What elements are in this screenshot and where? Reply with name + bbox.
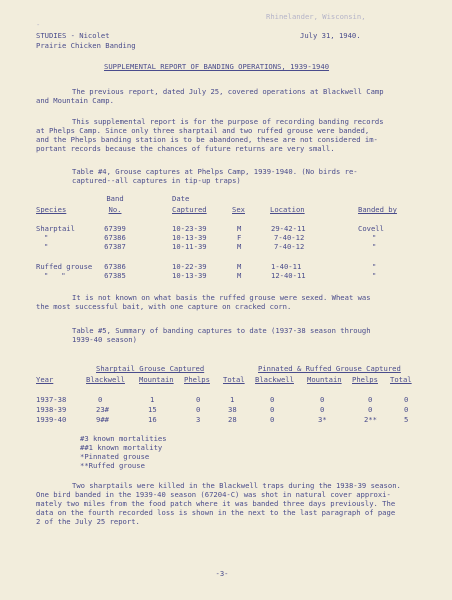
table5-sharptail-phelps: 0 bbox=[196, 395, 201, 404]
closing-line-1: Two sharptails were killed in the Blackwell traps during the 1938-39 season. bbox=[72, 481, 401, 490]
table5-group-sharptail: Sharptail Grouse Captured bbox=[96, 364, 205, 373]
header-date: July 31, 1940. bbox=[300, 31, 361, 40]
table5-pinnated-phelps: 2** bbox=[364, 415, 377, 424]
table4-sex: M bbox=[237, 262, 242, 271]
table4-species: " bbox=[44, 242, 49, 251]
table4-date: 10-13-39 bbox=[172, 233, 207, 242]
table4-species: Sharptail bbox=[36, 224, 75, 233]
table5-sharptail-blackwell: 23# bbox=[96, 405, 109, 414]
table5-sharptail-total: 38 bbox=[228, 405, 237, 414]
table4-location: 12-40-11 bbox=[271, 271, 306, 280]
table5-sharptail-mountain: 1 bbox=[150, 395, 155, 404]
table5-sharptail-blackwell: 9## bbox=[96, 415, 109, 424]
table4-header-sex: Sex bbox=[232, 205, 245, 214]
table5-pinnated-mountain: 3* bbox=[318, 415, 327, 424]
table4-banded-by: Covell bbox=[358, 224, 384, 233]
header-studies: STUDIES - Nicolet bbox=[36, 31, 110, 40]
table5-pinnated-mountain: 0 bbox=[320, 395, 325, 404]
table5-pinnated-total: 0 bbox=[404, 405, 409, 414]
sexing-note-line-2: the most successful bait, with one capture on cracked corn. bbox=[36, 302, 292, 311]
table4-location: 1-40-11 bbox=[271, 262, 302, 271]
table4-species: Ruffed grouse bbox=[36, 262, 93, 271]
closing-line-4: data on the fourth recorded loss is shown in the next to the last paragraph of page bbox=[36, 508, 396, 517]
table5-header-phelps: Phelps bbox=[184, 375, 210, 384]
table4-header-band-no: No. bbox=[108, 205, 122, 214]
table5-sharptail-phelps: 0 bbox=[196, 405, 201, 414]
table4-band: 67387 bbox=[104, 242, 126, 251]
table5-header-phelps-2: Phelps bbox=[352, 375, 378, 384]
table5-pinnated-mountain: 0 bbox=[320, 405, 325, 414]
table5-footnote-1: #3 known mortalities bbox=[80, 434, 167, 443]
table4-header-captured: Captured bbox=[172, 205, 207, 214]
table4-header-date-top: Date bbox=[172, 194, 190, 203]
table4-banded-by: " bbox=[372, 242, 377, 251]
table5-pinnated-total: 0 bbox=[404, 395, 409, 404]
table4-caption-line-2: captured--all captures in tip-up traps) bbox=[72, 176, 241, 185]
paragraph-2-line-4: portant records because the chances of future returns are very small. bbox=[36, 144, 335, 153]
table5-pinnated-phelps: 0 bbox=[368, 405, 373, 414]
report-title: SUPPLEMENTAL REPORT OF BANDING OPERATIONS, 1939-1940 bbox=[104, 62, 330, 71]
table5-header-blackwell: Blackwell bbox=[86, 375, 125, 384]
table4-banded-by: " bbox=[372, 271, 377, 280]
table4-header-location: Location bbox=[270, 205, 305, 214]
table4-species: " " bbox=[44, 271, 66, 280]
table5-sharptail-phelps: 3 bbox=[196, 415, 201, 424]
table5-header-mountain: Mountain bbox=[139, 375, 174, 384]
table5-header-total: Total bbox=[223, 375, 245, 384]
paragraph-2-line-1: This supplemental report is for the purpose of recording banding records bbox=[72, 117, 384, 126]
table5-pinnated-blackwell: 0 bbox=[270, 415, 275, 424]
table5-caption-line-1: Table #5, Summary of banding captures to date (1937-38 season through bbox=[72, 326, 371, 335]
table5-footnote-3: *Pinnated grouse bbox=[80, 452, 150, 461]
sexing-note-line-1: It is not known on what basis the ruffed grouse were sexed. Wheat was bbox=[72, 293, 371, 302]
paragraph-1-line-2: and Mountain Camp. bbox=[36, 96, 114, 105]
table5-year: 1939-40 bbox=[36, 415, 67, 424]
table5-header-mountain-2: Mountain bbox=[307, 375, 342, 384]
table5-sharptail-total: 28 bbox=[228, 415, 237, 424]
page-number: -3- bbox=[215, 569, 229, 578]
table4-species: " bbox=[44, 233, 49, 242]
table4-date: 10-23-39 bbox=[172, 224, 207, 233]
table4-location: 7-40-12 bbox=[274, 233, 305, 242]
table5-sharptail-mountain: 15 bbox=[148, 405, 157, 414]
paragraph-2-line-2: at Phelps Camp. Since only three sharptail and two ruffed grouse were banded, bbox=[36, 126, 370, 135]
table5-header-blackwell-2: Blackwell bbox=[255, 375, 294, 384]
table4-header-species: Species bbox=[36, 205, 67, 214]
table4-sex: M bbox=[237, 242, 242, 251]
table5-footnote-4: **Ruffed grouse bbox=[80, 461, 145, 470]
closing-line-2: One bird banded in the 1939-40 season (67204-C) was shot in natural cover approxi- bbox=[36, 490, 391, 499]
table5-pinnated-blackwell: 0 bbox=[270, 395, 275, 404]
table5-sharptail-total: 1 bbox=[230, 395, 235, 404]
table5-header-total-2: Total bbox=[390, 375, 412, 384]
table4-sex: F bbox=[237, 233, 242, 242]
table4-date: 10-22-39 bbox=[172, 262, 207, 271]
table5-sharptail-mountain: 16 bbox=[148, 415, 157, 424]
table5-footnote-2: ##1 known mortality bbox=[80, 443, 163, 452]
table5-year: 1938-39 bbox=[36, 405, 67, 414]
table4-banded-by: " bbox=[372, 233, 377, 242]
table4-sex: M bbox=[237, 271, 242, 280]
table5-sharptail-blackwell: 0 bbox=[98, 395, 103, 404]
table5-pinnated-total: 5 bbox=[404, 415, 409, 424]
header-dash: - bbox=[36, 20, 41, 29]
table4-header-band-top: Band bbox=[106, 194, 124, 203]
table4-sex: M bbox=[237, 224, 242, 233]
table4-band: 67386 bbox=[104, 233, 126, 242]
table5-pinnated-blackwell: 0 bbox=[270, 405, 275, 414]
closing-line-3: mately two miles from the food patch where it was banded three days previously. The bbox=[36, 499, 396, 508]
table5-caption-line-2: 1939-40 season) bbox=[72, 335, 137, 344]
table5-header-year: Year bbox=[36, 375, 54, 384]
table4-banded-by: " bbox=[372, 262, 377, 271]
table4-caption-line-1: Table #4, Grouse captures at Phelps Camp, 1939-1940. (No birds re- bbox=[72, 167, 358, 176]
table4-band: 67386 bbox=[104, 262, 126, 271]
header-subject: Prairie Chicken Banding bbox=[36, 41, 136, 50]
header-place: Rhinelander, Wisconsin, bbox=[266, 12, 366, 21]
paragraph-1-line-1: The previous report, dated July 25, covered operations at Blackwell Camp bbox=[72, 87, 384, 96]
table5-year: 1937-38 bbox=[36, 395, 67, 404]
table4-location: 7-40-12 bbox=[274, 242, 305, 251]
table5-group-pinnated-ruffed: Pinnated & Ruffed Grouse Captured bbox=[258, 364, 401, 373]
closing-line-5: 2 of the July 25 report. bbox=[36, 517, 140, 526]
paragraph-2-line-3: and the Phelps banding station is to be abandoned, these are not considered im- bbox=[36, 135, 378, 144]
table4-location: 29-42-11 bbox=[271, 224, 306, 233]
table4-band: 67385 bbox=[104, 271, 126, 280]
table4-date: 10-13-39 bbox=[172, 271, 207, 280]
table4-band: 67399 bbox=[104, 224, 126, 233]
table5-pinnated-phelps: 0 bbox=[368, 395, 373, 404]
table4-header-banded-by: Banded by bbox=[358, 205, 397, 214]
table4-date: 10-11-39 bbox=[172, 242, 207, 251]
